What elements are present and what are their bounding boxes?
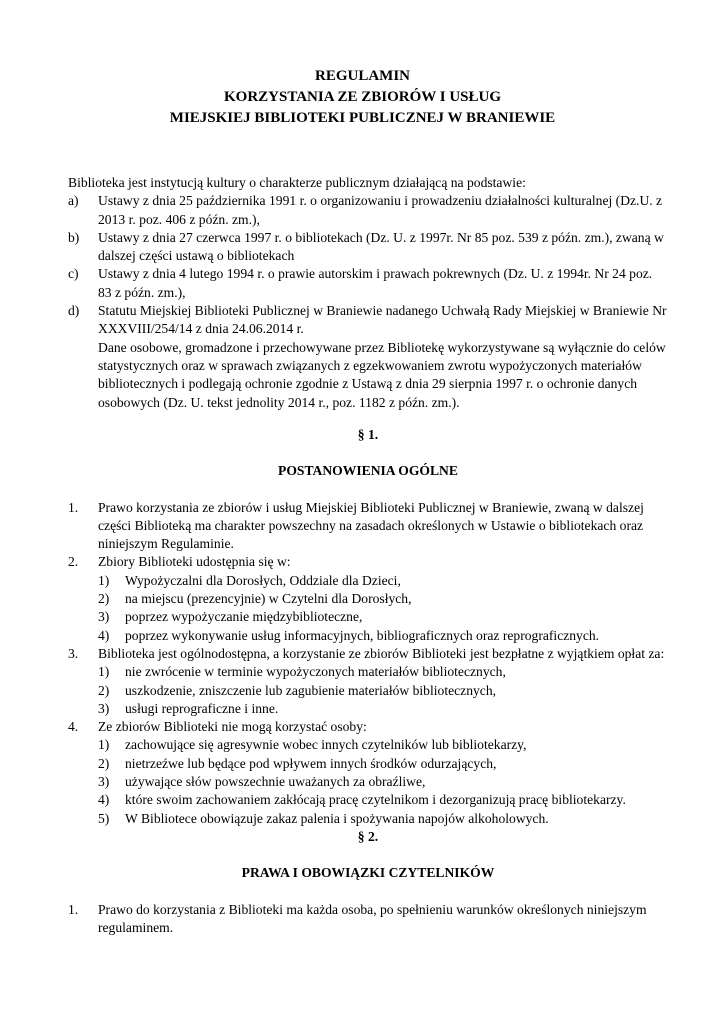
sub-text: poprzez wykonywanie usług informacyjnych, bibliograficznych oraz reprograficznych. <box>125 627 600 643</box>
sub-item <box>98 736 668 754</box>
intro-lead: Biblioteka jest instytucją kultury o charakterze publicznym działającą na podstawie: <box>68 175 526 190</box>
sub-item <box>98 773 668 791</box>
sub-marker: 3) <box>98 700 110 716</box>
sub-text: Wypożyczalni dla Dorosłych, Oddziale dla Dzieci, <box>125 572 401 588</box>
sub-item <box>98 682 668 700</box>
sub-marker: 3) <box>98 609 110 625</box>
paragraph-marker: 3. <box>68 645 79 661</box>
paragraph-2 <box>68 553 668 644</box>
sub-item <box>98 572 668 590</box>
section-2-mark: § 2. <box>357 828 379 844</box>
sub-marker: 4) <box>98 792 110 808</box>
paragraph-marker: 1. <box>68 901 79 917</box>
sub-text: które swoim zachowaniem zakłócają pracę czytelnikom i dezorganizują pracę bibliotekarzy. <box>125 792 626 808</box>
document-title <box>0 66 725 129</box>
paragraph-marker: 4. <box>68 719 79 735</box>
list-item-text: Ustawy z dnia 27 czerwca 1997 r. o bibliotekach (Dz. U. z 1997r. Nr 85 poz. 539 z późn. zm.), zwaną w dalszej części ustawą o bibliotekach <box>98 229 664 264</box>
sub-text: używające słów powszechnie uważanych za obraźliwe, <box>125 774 426 790</box>
sub-item <box>98 791 668 809</box>
title-line-3: MIEJSKIEJ BIBLIOTEKI PUBLICZNEJ W BRANIEWIE <box>169 110 556 126</box>
sub-item <box>98 608 668 626</box>
sub-text: nietrzeźwe lub będące pod wpływem innych środków odurzających, <box>125 755 497 771</box>
data-protection-note: Dane osobowe, gromadzone i przechowywane przez Bibliotekę wykorzystywane są wyłącznie do celów statystycznych oraz w sprawach związanych z egzekwowaniem zwrotu wypożyczonych materiałów bibliotecznych i podlegają ochronie zgodnie z Ustawą z dnia 29 sierpnia 1997 r. o ochronie danych osobowych (Dz. U. tekst jednolity 2014 r., poz. 1182 z późn. zm.). <box>98 339 666 410</box>
sub-marker: 2) <box>98 591 110 607</box>
sub-item <box>98 590 668 608</box>
list-item-text: Statutu Miejskiej Biblioteki Publicznej w Braniewie nadanego Uchwałą Rady Miejskiej w Braniewie Nr XXXVIII/254/14 z dnia 24.06.2014 r. <box>98 303 667 337</box>
sub-item <box>98 663 668 681</box>
sub-text: na miejscu (prezencyjnie) w Czytelni dla Dorosłych, <box>125 591 412 607</box>
sub-marker: 4) <box>98 627 110 643</box>
section-1-heading: POSTANOWIENIA OGÓLNE <box>278 463 458 479</box>
sub-text: nie zwrócenie w terminie wypożyczonych materiałów bibliotecznych, <box>125 664 506 680</box>
paragraph-text: Prawo do korzystania z Biblioteki ma każda osoba, po spełnieniu warunków określonych niniejszym regulaminem. <box>98 901 647 935</box>
sub-text: poprzez wypożyczanie międzybiblioteczne, <box>125 609 363 625</box>
paragraph-text: Zbiory Biblioteki udostępnia się w: <box>98 554 291 570</box>
sub-item <box>98 627 668 645</box>
paragraph-3 <box>68 645 668 718</box>
paragraph-text: Ze zbiorów Biblioteki nie mogą korzystać osoby: <box>98 719 367 735</box>
sub-marker: 1) <box>98 572 110 588</box>
list-item-text: Ustawy z dnia 25 października 1991 r. o organizowaniu i prowadzeniu działalności kulturalnej (Dz.U. z 2013 r. poz. 406 z późn. zm.), <box>98 193 663 227</box>
list-marker: d) <box>68 303 80 319</box>
sub-text: uszkodzenie, zniszczenie lub zagubienie materiałów bibliotecznych, <box>125 682 497 698</box>
paragraph-4 <box>68 718 668 828</box>
intro-section <box>68 174 668 412</box>
section-2-heading: PRAWA I OBOWIĄZKI CZYTELNIKÓW <box>241 865 495 881</box>
list-marker: a) <box>68 193 79 209</box>
paragraph-text: Biblioteka jest ogólnodostępna, a korzystanie ze zbiorów Biblioteki jest bezpłatne z wyjątkiem opłat za: <box>98 645 665 661</box>
legal-basis-item <box>68 229 668 266</box>
list-marker: b) <box>68 229 80 245</box>
paragraph-1 <box>68 499 668 554</box>
sub-marker: 3) <box>98 774 110 790</box>
sub-text: W Bibliotece obowiązuje zakaz palenia i spożywania napojów alkoholowych. <box>125 810 549 826</box>
section-2-paragraph-1 <box>68 901 668 938</box>
list-marker: c) <box>68 266 79 282</box>
sub-item <box>98 810 668 828</box>
legal-basis-item <box>68 302 668 339</box>
sub-marker: 1) <box>98 664 110 680</box>
sub-item <box>98 700 668 718</box>
list-item-text: Ustawy z dnia 4 lutego 1994 r. o prawie autorskim i prawach pokrewnych (Dz. U. z 1994r. Nr 24 poz. 83 z późn. zm.), <box>98 266 653 300</box>
sub-marker: 2) <box>98 755 110 771</box>
title-line-1: REGULAMIN <box>314 68 410 84</box>
legal-basis-item <box>68 192 668 229</box>
section-1-mark: § 1. <box>357 427 379 442</box>
sub-marker: 5) <box>98 810 110 826</box>
sub-text: usługi reprograficzne i inne. <box>125 700 279 716</box>
sub-text: zachowujące się agresywnie wobec innych czytelników lub bibliotekarzy, <box>125 737 527 753</box>
paragraph-marker: 2. <box>68 554 79 570</box>
section-1 <box>68 426 668 937</box>
legal-basis-item <box>68 265 668 302</box>
sub-item <box>98 755 668 773</box>
sub-marker: 1) <box>98 737 110 753</box>
paragraph-marker: 1. <box>68 499 79 515</box>
sub-marker: 2) <box>98 682 110 698</box>
title-line-2: KORZYSTANIA ZE ZBIORÓW I USŁUG <box>223 89 502 105</box>
paragraph-text: Prawo korzystania ze zbiorów i usług Miejskiej Biblioteki Publicznej w Braniewie, zwaną w dalszej części Biblioteką ma charakter powszechny na zasadach określonych w Ustawie o bibliotekach oraz niniejszym Regulaminie. <box>98 499 644 552</box>
